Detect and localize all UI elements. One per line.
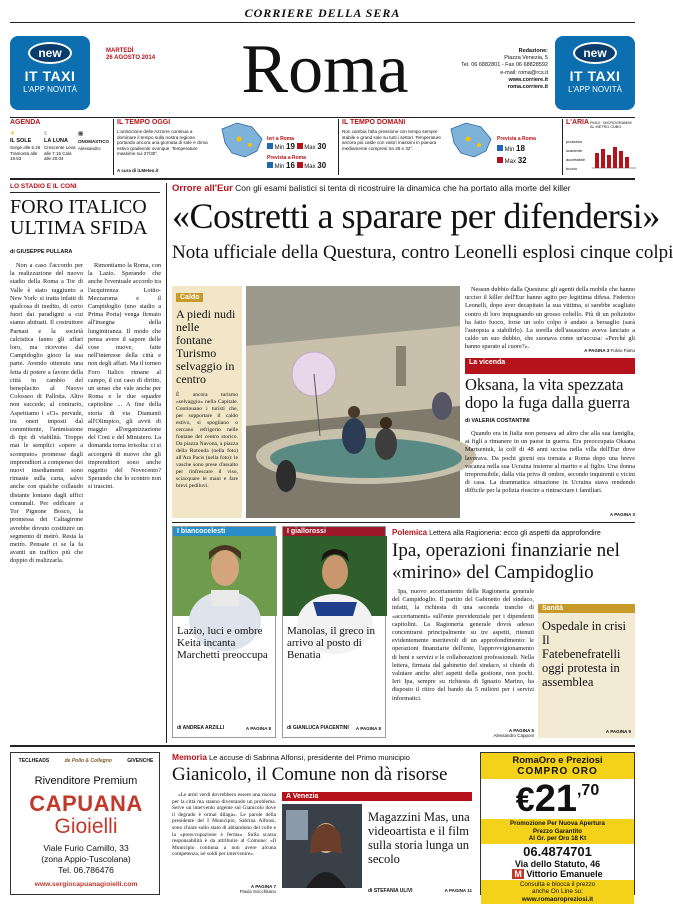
giallorossi-box: I giallorossi Manolas, il greco in arrivo al posto di Benatia di GIANLUCA PIACENTINI A PAGINA 8 (282, 526, 386, 738)
memoria-headline[interactable]: Gianicolo, il Comune non dà risorse (172, 764, 448, 785)
sidebar-headline[interactable]: FORO ITALICO ULTIMA SFIDA (10, 196, 148, 239)
city-title: Roma (241, 31, 409, 108)
sanita-box: Sanità Ospedale in crisi Il Fatebenefratelli oggi protesta in assemblea A PAGINA 9 (538, 604, 635, 738)
caldo-label: Caldo (176, 293, 203, 302)
tempo-domani-box: IL TEMPO DOMANI Non cambia l'alta pressione con tempo sempre stabile e grand sole su tutti i settori. Temperature ancora più calde con valori massimi in pianura mediamente compresi tra 28 e 32°. Prevista a Roma Min 18 Max 32 (342, 119, 536, 165)
lazio-player-photo (173, 536, 277, 616)
sidebar-body-col1: Non a caso l'accordo per la realizzazione del nuovo stadio della Roma a Tor di Valle è stato raggiunto a New York: si tratta infatti di qualcosa di inedito, di certo fuori dai paradigmi a cui siamo abituati. Il costruttore Parnasi e la società calcistica fanno gli affari loro, ma ricevono dal Campidoglio gioco la sua parte. Avendo ottenuto una fetta di potere a favore della città in cambio del beneplacito al Nuovo Colosseo di Pallotta. Altro non succede; al contrario, Aspettiamo i «Ci» pervade, tra oneri imposti dal committente, l'ammissione di tipi di viabilità. Troppo mai le semplici «opere a scomputo» promesse dagli imprenditori a compenso dei nuovi insediamenti sono rimaste sulla carta, salvo anche con qualche collaudo distante lontano dagli uffici comunali. Per edificare a Tor Pignone Bosco, la promessa dei Caltagirone avrebbe dovuto costituire un segmento di metrò. Resta la metro. Pensate ci se la fa avanti un traffico più che doppio di realizzarla. (10, 262, 83, 565)
oro-ad[interactable]: RomaOro e Preziosi COMPRO ORO €21,70 Promozione Per Nuova Apertura Prezzo Garantito Al Gr. per Oro 18 Kt 06.4874701 Via dello Statuto, 46 M Vittorio Emanuele Consulta e blocca il prezzo anche On Line su: www.romaoropreziosi.it (480, 752, 635, 895)
sidebar-body-col2: Rimontiamo la Roma, con la Lazio. Sperando che anche l'eventuale accordo tra l'acquirenza Lotito-Mezzaroma e il Campidoglio (uno stadio a Prima Porta) venga firmato all'insegna della lungimiranza. Il modo che pensa avere il sapore delle cose nuove, fatte nell'interesse della città e non degli affari. Ma il torneo Foro Italico rimane al campo, il cui caso di diritto, un senso che vale anche per Roma e le due squadre capitoline ... A fine della storia di via Diamanti all'Olimpico, gli avvii di maggio all'organizzazione del Coni e del Ministero. La domanda torna irrisolta: ci si accorgerà di nuovo che gli imprenditori sono anche oggetto del Novecento? Sperando che lo scontro non si trascini. (88, 262, 161, 491)
taxi-new-badge: new (28, 42, 72, 64)
oksana-headline[interactable]: Oksana, la vita spezzata dopo la fuga dalla guerra (465, 375, 630, 412)
polemica-body: Ipa, nuovo accertamento della Ragioneria generale del Campidoglio. Il partito del Gabinetto del sindaco, infatti, la richiesta di una seconda tranche di «accertamenti» sull'ente previdenziale per i dipendenti capitolini. La Ragioneria generale dovrà adesso concentrarsi principalmente su tre aspetti, ritenuti evidentemente meritevoli di un approfondimento: le operazioni finanziarie dell'ente, l'approvvigionamento di beni e servizi e le collaborazioni professionali. Nella lettera, firmata dal gabinetto del sindaco, si chiede di valutare anche altri aspetti della gestione, non pochi. Ieri Ipa, sempre su richiesta di Ignazio Marino, ha disposto il ritiro del bando da 5 milioni per i servizi informatici. (392, 588, 534, 702)
newspaper-name: CORRIERE DELLA SERA (244, 6, 401, 20)
main-body: Nessun dubbio dalla Questura: gli agenti della mobile che hanno ucciso il killer dell'Eur hanno agito per legittima difesa. Federico Leonelli, dopo aver decapitato la sua vittima, si sarebbe scagliato contro di loro impugnando un grosso coltello. Più di un poliziotto ha fatto fuoco, forse un solo colpo è andato a bersaglio (sarà l'autopsia a stabilirlo). La sorella dell'assassino aveva lanciato a caldo un suo dubbio, che suonava come un'accusa: «Perché gli hanno sparato al cuore?». (465, 286, 635, 351)
main-headline[interactable]: «Costretti a sparare per difendersi» (172, 196, 660, 236)
calendar-icon: ▦ (78, 131, 84, 137)
sun-icon: ☀ (10, 131, 15, 137)
memoria-kicker: Memoria Le accuse di Sabrina Alfonsi, presidente del Primo municipio (172, 752, 410, 762)
oksana-label-bar: La vicenda (465, 358, 635, 374)
lazio-map-icon (446, 121, 496, 161)
caldo-box: Caldo A piedi nudi nelle fontane Turismo selvaggio in centro È ancora turismo «selvaggio» nella Capitale. Continuano i turisti che, per sopportare il caldo estivo, si spogliano o cercano refrigerio nelle fontane del centro storico. Da piazza Navona, a piazza della Rotonda (nella foto) all'Ara Pacis (nella foto): le vasche sono prese d'assalto per rinfrescare il viso, sciacquare le mani e fare brevi pediluvi. (172, 286, 242, 518)
venezia-box: A Venezia Magazzini Mas, una videoartista e il film sulla storia lunga un secolo di STEFANIA ULIVI A PAGINA 11 (282, 792, 472, 896)
venezia-headline[interactable]: Magazzini Mas, una videoartista e il film sulla storia lunga un secolo (368, 810, 470, 866)
biancocelesti-box: I biancocelesti Lazio, luci e ombre Keita incanta Marchetti preoccupa di ANDREA ARZILLI A PAGINA 8 (172, 526, 276, 738)
polemica-kicker: Polemica Lettera alla Ragioneria: ecco gli aspetti da approfondire (392, 528, 601, 537)
sidebar-byline: di GIUSEPPE PULLARA (10, 249, 73, 255)
roma-player-photo (283, 536, 387, 616)
oksana-byline: di VALERIA COSTANTINI (465, 418, 530, 424)
issue-date: MARTEDÌ 26 AGOSTO 2014 (106, 48, 156, 61)
agenda-box: AGENDA ☀ IL SOLE Sorge alle 6.26 Tramonta alle 19.53 ☾ LA LUNA Crescente Leva alle 7.16 Cala alle 20.04 ▦ ONOMASTICO Alessandro (10, 119, 109, 161)
metro-icon: M (514, 868, 522, 879)
memoria-body: «Le armi verdi dovrebbero essere una risorsa per la città ma stanno diventando un problema. Serve un intervento urgente sul Gianicolo dove il degrado è ormai dilaga». Le parole della presidente del I Municipio, Sabrina Alfonsi, sono chiare sullo stato di abbandono del colle e la «preoccupazione è ferma». Sulla scarsa responsabilità è da attribuire al Comune: «Il Municipio continua a non avere alcuna competenza, né soldi per intervenire». (172, 792, 276, 858)
caldo-headline[interactable]: A piedi nudi nelle fontane Turismo selvaggio in centro (176, 307, 236, 386)
videoartist-photo (282, 804, 362, 888)
tempo-oggi-box: IL TEMPO OGGI L'anticiclone delle Azzorre continua a dominare il tempo sulla nostra regione portando ancora una giornata di sole e clima estivo gradevole ovunque. Temperature massime sui 27/30°. A cura di iLMeteo.it Ieri a Roma Min 19 Max 30 Prevista a Roma Min 16 Max 30 (117, 119, 327, 173)
taxi-ad-left[interactable]: new IT TAXI L'APP NOVITÀ (10, 36, 90, 110)
oksana-body: Quando era in Italia non pensava ad altro che alla sua famiglia, ai figli a rimanere in un paese in guerra. Era preoccupata Oksana Martseniuk, la colf di 48 anni uccisa nella villa dell'Eur dove lavorava. Da pochi giorni era tornata a Roma dopo una breve vacanza nella sua Ucraina insieme al marito e al figlio. Una donna irreprensibile, dalla vita priva di ombre, secondo inquirenti e vicini di casa. La drammatica situazione in Ucraina stava rendendo difficile per la polizia riuscire a rintracciare i familiari. (465, 430, 635, 495)
biancocelesti-headline[interactable]: Lazio, luci e ombre Keita incanta Marchetti preoccupa (177, 625, 268, 661)
aria-box: L'ARIA PM10 · MICROGRAMMI AL METRO CUBO prossimo scadente accettabile buono (566, 119, 636, 175)
aria-bar-chart (592, 135, 636, 169)
giallorossi-headline[interactable]: Manolas, il greco in arrivo al posto di Benatia (287, 625, 375, 661)
polemica-headline[interactable]: Ipa, operazioni finanziarie nel «mirino» del Campidoglio (392, 540, 620, 583)
sidebar-kicker: LO STADIO E IL CONI (10, 183, 77, 190)
capuana-ad[interactable]: TECLHEADS de Pollo & Collegno GIVENCHE Rivenditore Premium CAPUANA Gioielli Viale Furio Camillo, 33 (zona Appio-Tuscolana) Tel. 06.786476 www.sergiocapuanagioielli.com (10, 752, 160, 895)
main-kicker: Orrore all'Eur Con gli esami balistici si tenta di ricostruire la dinamica che ha portato alla morte del killer (172, 183, 571, 194)
main-subhead: Nota ufficiale della Questura, contro Leonelli esplosi cinque colpi (172, 242, 673, 263)
fountain-photo[interactable] (246, 286, 460, 518)
lazio-map-icon (217, 121, 267, 161)
sanita-headline[interactable]: Ospedale in crisi Il Fatebenefratelli oggi protesta in assemblea (542, 619, 627, 689)
redazione-box: Redazione: Piazza Venezia, 5 Tel. 06 6882801 - Fax 06 68828592 e-mail: roma@rcs.it www.corriere.it roma.corriere.it (461, 48, 548, 91)
taxi-new-badge: new (573, 42, 617, 64)
moon-icon: ☾ (44, 131, 49, 137)
taxi-ad-right[interactable]: new IT TAXI L'APP NOVITÀ (555, 36, 635, 110)
